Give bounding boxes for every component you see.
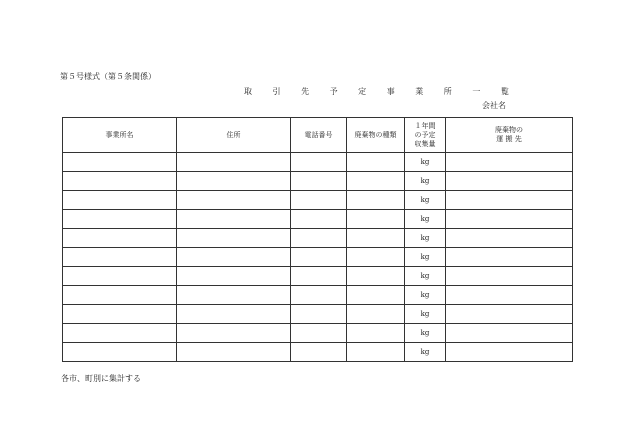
cell-waste-type[interactable] [347, 267, 405, 286]
cell-transport-destination[interactable] [446, 286, 573, 305]
cell-transport-destination[interactable] [446, 343, 573, 362]
cell-waste-type[interactable] [347, 248, 405, 267]
company-name-label: 会社名 [482, 101, 506, 110]
cell-transport-destination[interactable] [446, 172, 573, 191]
table-body [63, 153, 573, 362]
header-annual-volume-line-2: の予定 [414, 130, 436, 139]
header-annual-volume-line-1: １年間 [414, 121, 436, 130]
planned-business-sites-table [62, 117, 573, 362]
cell-waste-type[interactable] [347, 229, 405, 248]
cell-waste-type[interactable] [347, 153, 405, 172]
cell-phone[interactable] [291, 229, 347, 248]
header-transport-destination-line-1: 廃棄物の [495, 126, 523, 134]
cell-waste-type[interactable] [347, 286, 405, 305]
unit-kg-label: kg [420, 290, 430, 299]
table-row [63, 191, 573, 210]
cell-office-name[interactable] [63, 267, 177, 286]
cell-phone[interactable] [291, 172, 347, 191]
header-transport-destination-line-2: 運 搬 先 [496, 135, 522, 143]
unit-kg-label: kg [420, 176, 430, 185]
cell-waste-type[interactable] [347, 172, 405, 191]
cell-address[interactable] [177, 153, 291, 172]
cell-office-name[interactable] [63, 343, 177, 362]
header-address: 住所 [177, 118, 291, 153]
cell-address[interactable] [177, 305, 291, 324]
cell-transport-destination[interactable] [446, 191, 573, 210]
cell-waste-type[interactable] [347, 305, 405, 324]
cell-transport-destination[interactable] [446, 267, 573, 286]
cell-transport-destination[interactable] [446, 153, 573, 172]
header-office-name: 事業所名 [63, 118, 177, 153]
header-annual-volume-line-3: 収集量 [414, 139, 436, 148]
table-header-row [63, 118, 573, 153]
cell-phone[interactable] [291, 324, 347, 343]
header-transport-destination [446, 118, 573, 153]
unit-kg-label: kg [420, 214, 430, 223]
footnote: 各市、町別に集計する [61, 374, 141, 383]
cell-address[interactable] [177, 191, 291, 210]
cell-address[interactable] [177, 343, 291, 362]
cell-office-name[interactable] [63, 286, 177, 305]
table-row [63, 343, 573, 362]
table-row [63, 248, 573, 267]
cell-annual-volume[interactable] [405, 248, 446, 267]
cell-address[interactable] [177, 267, 291, 286]
cell-phone[interactable] [291, 305, 347, 324]
cell-transport-destination[interactable] [446, 324, 573, 343]
cell-annual-volume[interactable] [405, 153, 446, 172]
table-row [63, 229, 573, 248]
cell-transport-destination[interactable] [446, 305, 573, 324]
cell-phone[interactable] [291, 248, 347, 267]
table-row [63, 267, 573, 286]
cell-address[interactable] [177, 286, 291, 305]
cell-phone[interactable] [291, 191, 347, 210]
cell-annual-volume[interactable] [405, 305, 446, 324]
cell-office-name[interactable] [63, 324, 177, 343]
cell-waste-type[interactable] [347, 343, 405, 362]
header-phone: 電話番号 [291, 118, 347, 153]
cell-transport-destination[interactable] [446, 229, 573, 248]
unit-kg-label: kg [420, 271, 430, 280]
table-row [63, 210, 573, 229]
unit-kg-label: kg [420, 157, 430, 166]
cell-phone[interactable] [291, 267, 347, 286]
unit-kg-label: kg [420, 328, 430, 337]
cell-transport-destination[interactable] [446, 210, 573, 229]
cell-annual-volume[interactable] [405, 324, 446, 343]
unit-kg-label: kg [420, 309, 430, 318]
cell-office-name[interactable] [63, 210, 177, 229]
table-row [63, 286, 573, 305]
unit-kg-label: kg [420, 252, 430, 261]
cell-waste-type[interactable] [347, 191, 405, 210]
table-row [63, 324, 573, 343]
form-number: 第５号様式（第５条関係） [60, 72, 156, 81]
unit-kg-label: kg [420, 347, 430, 356]
unit-kg-label: kg [420, 195, 430, 204]
cell-office-name[interactable] [63, 153, 177, 172]
cell-office-name[interactable] [63, 248, 177, 267]
table-row [63, 172, 573, 191]
cell-phone[interactable] [291, 210, 347, 229]
cell-office-name[interactable] [63, 191, 177, 210]
cell-phone[interactable] [291, 343, 347, 362]
document-title: 取 引 先 予 定 事 業 所 一 覧 [244, 87, 518, 96]
cell-address[interactable] [177, 248, 291, 267]
cell-annual-volume[interactable] [405, 286, 446, 305]
cell-office-name[interactable] [63, 172, 177, 191]
table-row [63, 305, 573, 324]
cell-address[interactable] [177, 210, 291, 229]
cell-annual-volume[interactable] [405, 229, 446, 248]
cell-address[interactable] [177, 172, 291, 191]
table-row [63, 153, 573, 172]
cell-waste-type[interactable] [347, 210, 405, 229]
header-waste-type: 廃棄物の種類 [347, 118, 405, 153]
cell-annual-volume[interactable] [405, 210, 446, 229]
cell-phone[interactable] [291, 286, 347, 305]
cell-phone[interactable] [291, 153, 347, 172]
cell-address[interactable] [177, 229, 291, 248]
unit-kg-label: kg [420, 233, 430, 242]
cell-office-name[interactable] [63, 229, 177, 248]
cell-transport-destination[interactable] [446, 248, 573, 267]
cell-annual-volume[interactable] [405, 267, 446, 286]
cell-annual-volume[interactable] [405, 343, 446, 362]
cell-office-name[interactable] [63, 305, 177, 324]
header-annual-volume [405, 118, 446, 153]
cell-waste-type[interactable] [347, 324, 405, 343]
cell-annual-volume[interactable] [405, 191, 446, 210]
cell-annual-volume[interactable] [405, 172, 446, 191]
cell-address[interactable] [177, 324, 291, 343]
